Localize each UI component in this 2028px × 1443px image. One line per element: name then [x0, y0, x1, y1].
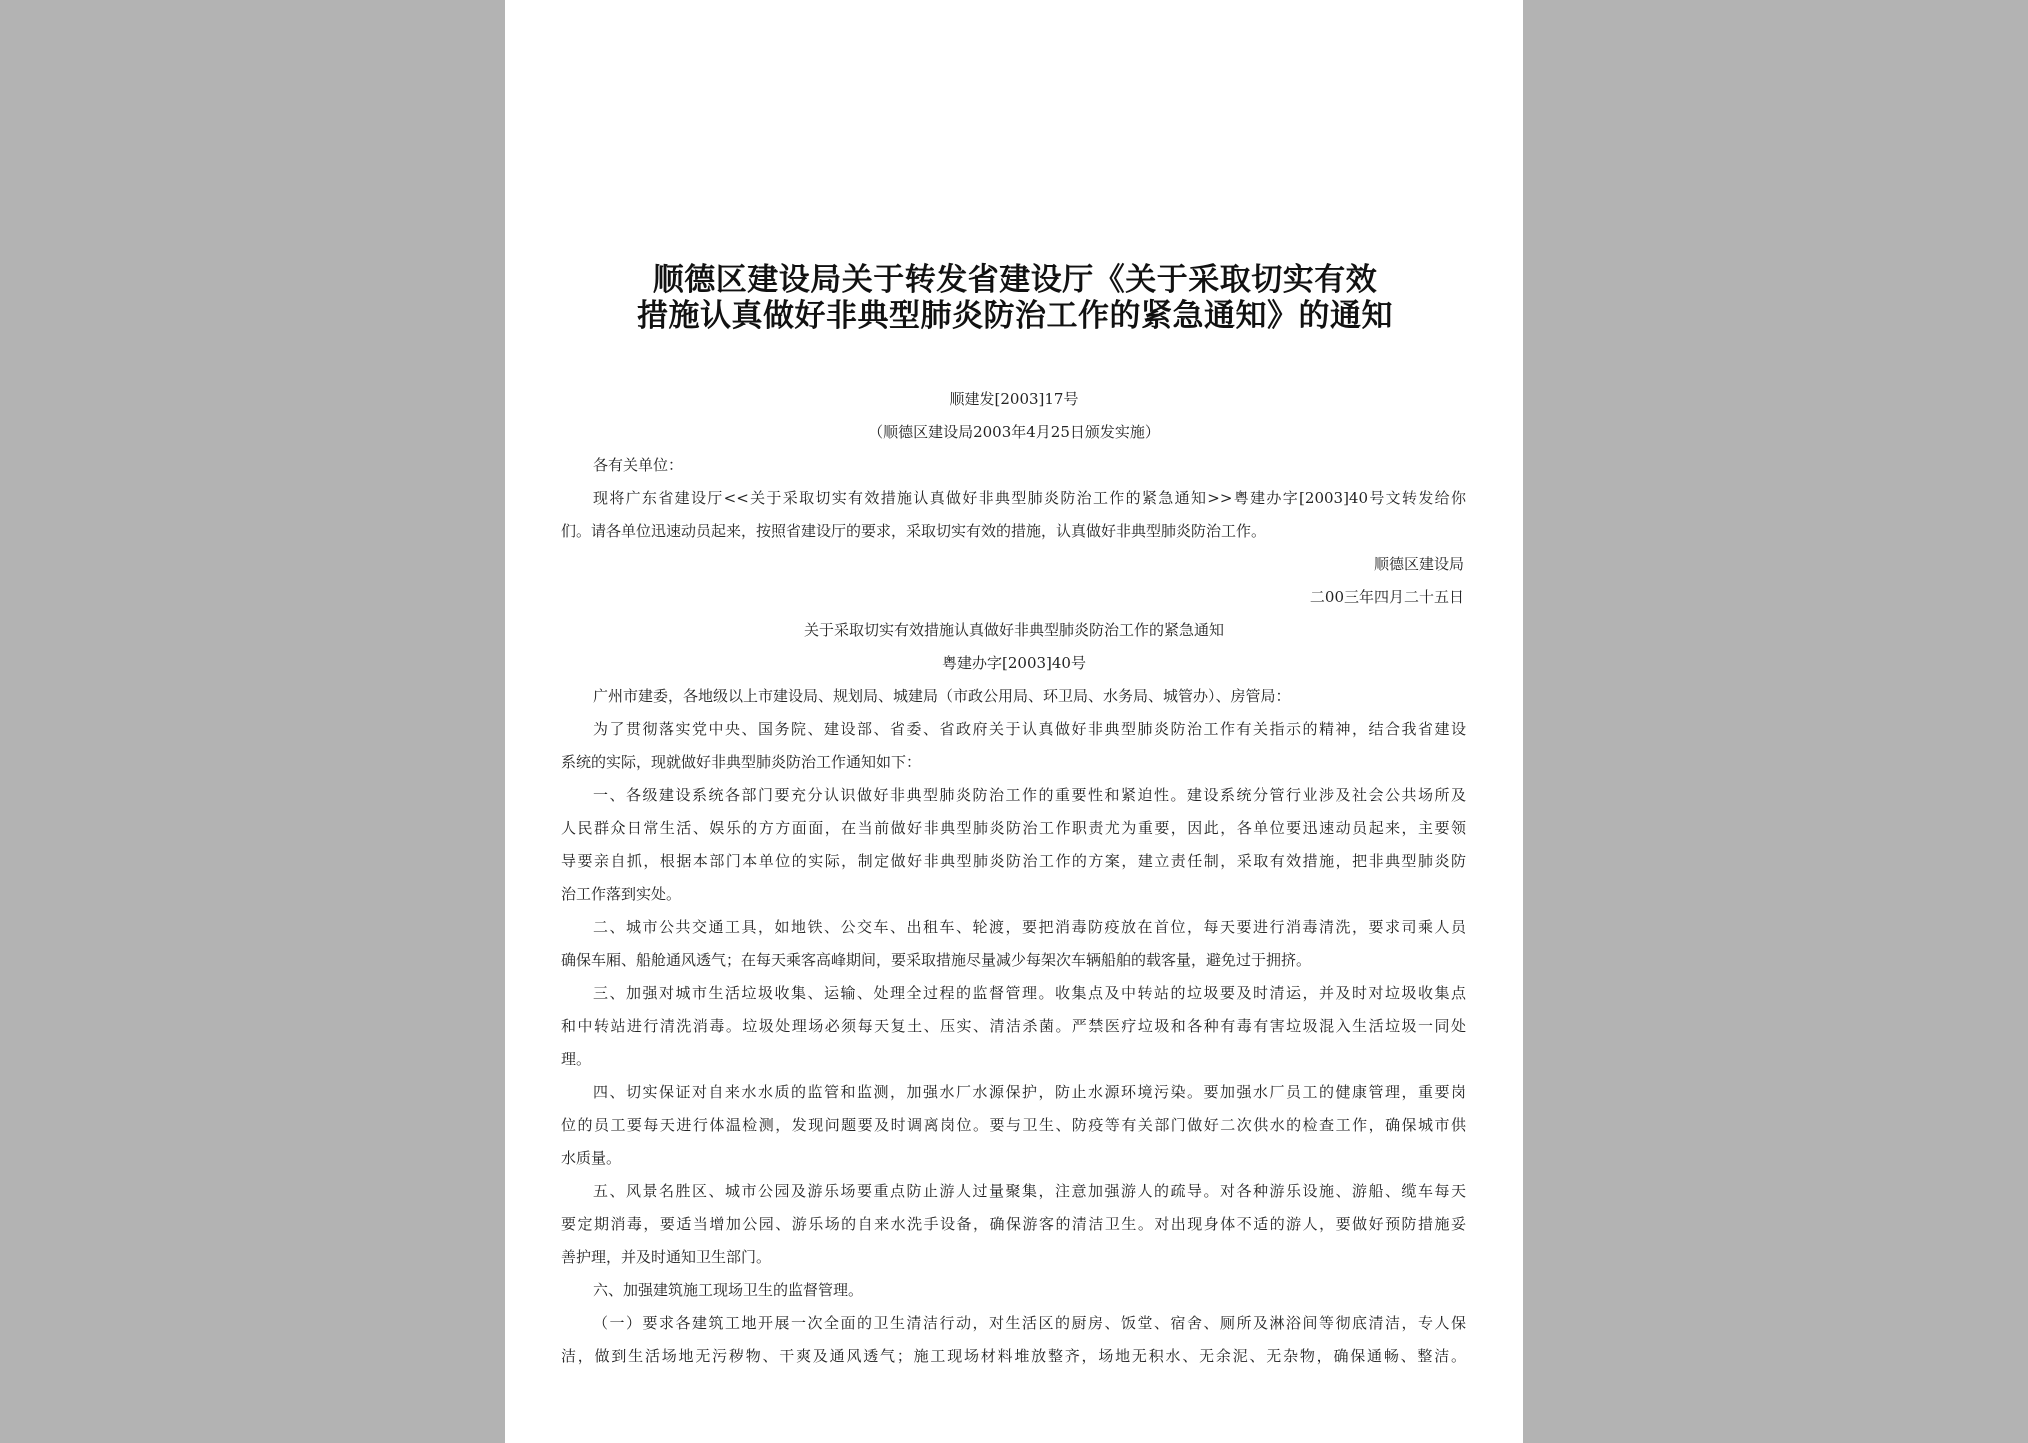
item-1-line: 人民群众日常生活、娱乐的方方面面，在当前做好非典型肺炎防治工作职责尤为重要，因此，各单位要迅速动员起来，主要领: [561, 819, 1466, 837]
item-4-line: 四、切实保证对自来水水质的监管和监测，加强水厂水源保护，防止水源环境污染。要加强水厂员工的健康管理，重要岗: [593, 1083, 1466, 1101]
sub-item-1-line: 洁，做到生活场地无污秽物、干爽及通风透气；施工现场材料堆放整齐，场地无积水、无余泥、无杂物，确保通畅、整洁。: [561, 1347, 1466, 1365]
intro-line: 们。请各单位迅速动员起来，按照省建设厅的要求，采取切实有效的措施，认真做好非典型肺炎防治工作。: [561, 522, 1267, 540]
item-3-line: 三、加强对城市生活垃圾收集、运输、处理全过程的监督管理。收集点及中转站的垃圾要及时清运，并及时对垃圾收集点: [593, 984, 1466, 1002]
salutation: 各有关单位：: [593, 456, 684, 474]
item-2-line: 确保车厢、船舱通风透气；在每天乘客高峰期间，要采取措施尽量减少每架次车辆船舶的载客量，避免过于拥挤。: [561, 951, 1312, 969]
inner-number: 粤建办字[2003]40号: [942, 654, 1086, 672]
issue-note: （顺德区建设局2003年4月25日颁发实施）: [868, 423, 1160, 441]
item-3-line: 理。: [561, 1050, 592, 1068]
item-5-line: 善护理，并及时通知卫生部门。: [561, 1248, 772, 1266]
item-5-line: 要定期消毒，要适当增加公园、游乐场的自来水洗手设备，确保游客的清洁卫生。对出现身体不适的游人，要做好预防措施妥: [561, 1215, 1466, 1233]
item-2-line: 二、城市公共交通工具，如地铁、公交车、出租车、轮渡，要把消毒防疫放在首位，每天要进行消毒清洗，要求司乘人员: [593, 918, 1466, 936]
recipients: 广州市建委，各地级以上市建设局、规划局、城建局（市政公用局、环卫局、水务局、城管办）、房管局：: [593, 687, 1291, 705]
item-3-line: 和中转站进行清洗消毒。垃圾处理场必须每天复土、压实、清洁杀菌。严禁医疗垃圾和各种有毒有害垃圾混入生活垃圾一同处: [561, 1017, 1466, 1035]
signature-date: 二00三年四月二十五日: [1309, 588, 1464, 606]
intro-line: 现将广东省建设厅<<关于采取切实有效措施认真做好非典型肺炎防治工作的紧急通知>>粤建办字[2003]40号文转发给你: [593, 489, 1466, 507]
item-4-line: 位的员工要每天进行体温检测，发现问题要及时调离岗位。要与卫生、防疫等有关部门做好二次供水的检查工作，确保城市供: [561, 1116, 1466, 1134]
doc-number: 顺建发[2003]17号: [949, 390, 1079, 408]
item-6-line: 六、加强建筑施工现场卫生的监督管理。: [593, 1281, 864, 1299]
preamble-line: 系统的实际，现就做好非典型肺炎防治工作通知如下：: [561, 753, 922, 771]
title-line-2: 措施认真做好非典型肺炎防治工作的紧急通知》的通知: [637, 298, 1393, 334]
item-4-line: 水质量。: [561, 1149, 622, 1167]
item-5-line: 五、风景名胜区、城市公园及游乐场要重点防止游人过量聚集，注意加强游人的疏导。对各种游乐设施、游船、缆车每天: [593, 1182, 1466, 1200]
inner-title: 关于采取切实有效措施认真做好非典型肺炎防治工作的紧急通知: [803, 621, 1224, 639]
signature-org: 顺德区建设局: [1373, 555, 1464, 573]
item-1-line: 治工作落到实处。: [561, 885, 682, 903]
item-1-line: 导要亲自抓，根据本部门本单位的实际，制定做好非典型肺炎防治工作的方案，建立责任制，采取有效措施，把非典型肺炎防: [561, 852, 1466, 870]
preamble-line: 为了贯彻落实党中央、国务院、建设部、省委、省政府关于认真做好非典型肺炎防治工作有关指示的精神，结合我省建设: [593, 720, 1466, 738]
document-title: [565, 262, 1465, 334]
title-line-1: 顺德区建设局关于转发省建设厅《关于采取切实有效: [652, 262, 1378, 298]
item-1-line: 一、各级建设系统各部门要充分认识做好非典型肺炎防治工作的重要性和紧迫性。建设系统分管行业涉及社会公共场所及: [593, 786, 1466, 804]
sub-item-1-line: （一）要求各建筑工地开展一次全面的卫生清洁行动，对生活区的厨房、饭堂、宿舍、厕所及淋浴间等彻底清洁，专人保: [593, 1314, 1466, 1332]
